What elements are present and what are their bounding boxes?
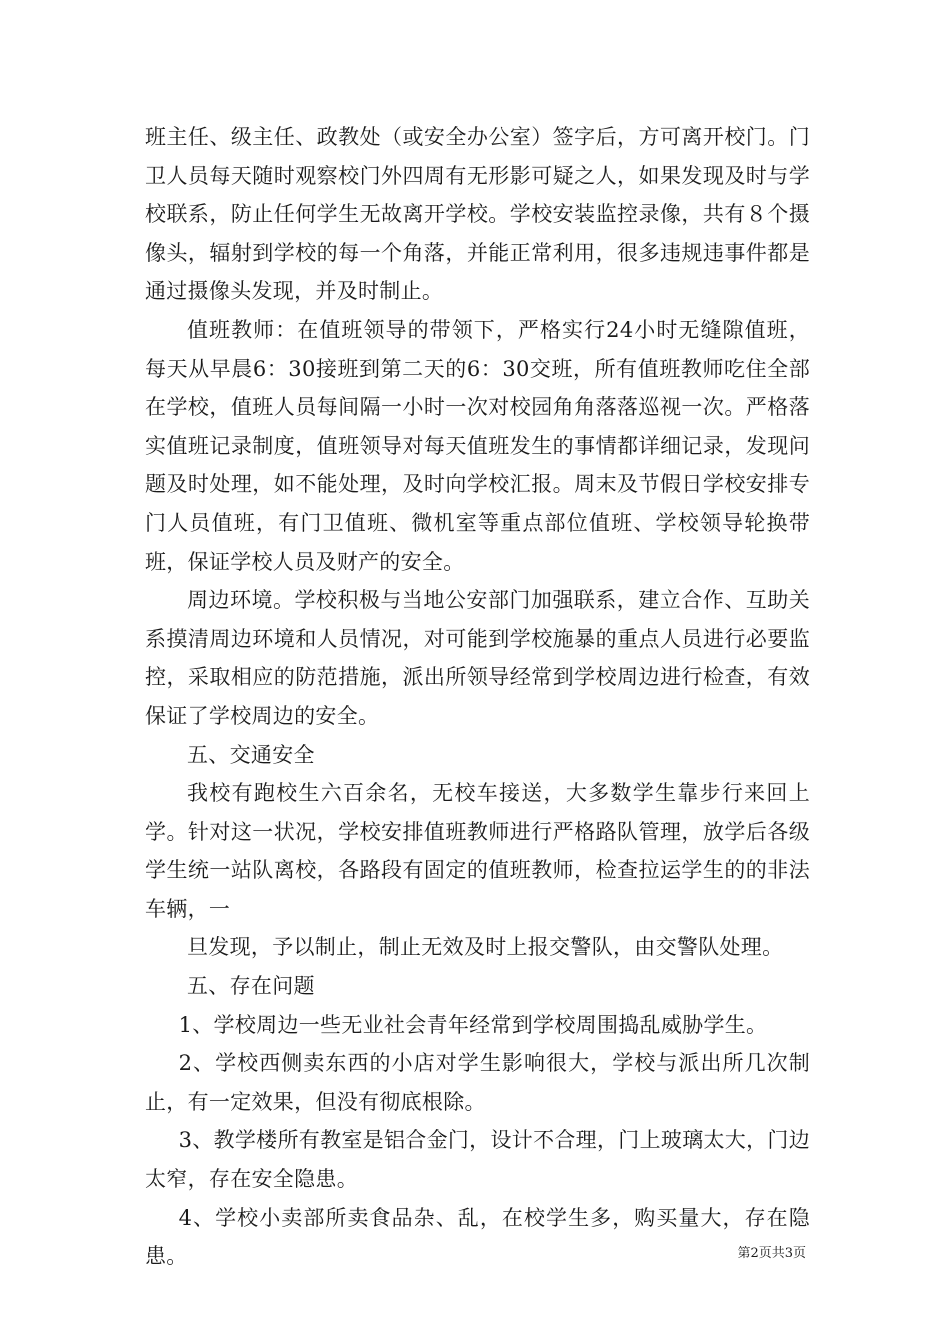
paragraph-surroundings: 周边环境。学校积极与当地公安部门加强联系，建立合作、互助关系摸清周边环境和人员情况，对可能到学校施暴的重点人员进行必要监控，采取相应的防范措施，派出所领导经常到学校周边进行检查，有效保证了学校周边的安全。 [145, 588, 810, 728]
problem-item-3: 3、教学楼所有教室是铝合金门，设计不合理，门上玻璃太大，门边太窄，存在安全隐患。 [145, 1128, 810, 1192]
heading-traffic-safety: 五、交通安全 [187, 742, 315, 767]
problem-item-1: 1、学校周边一些无业社会青年经常到学校周围捣乱威胁学生。 [178, 1012, 768, 1037]
problem-item-4: 4、学校小卖部所卖食品杂、乱，在校学生多，购买量大，存在隐患。 [145, 1205, 810, 1269]
paragraph-duty-teachers: 值班教师：在值班领导的带领下，严格实行24小时无缝隙值班，每天从早晨6：30接班到第二天的6：30交班，所有值班教师吃住全部在学校，值班人员每间隔一小时一次对校园角角落落巡视一次。严格落实值班记录制度，值班领导对每天值班发生的事情都详细记录，发现问题及时处理，如不能处理，及时向学校汇报。周末及节假日学校安排专门人员值班，有门卫值班、微机室等重点部位值班、学校领导轮换带班，保证学校人员及财产的安全。 [145, 317, 810, 574]
paragraph-gatekeeping: 班主任、级主任、政教处（或安全办公室）签字后，方可离开校门。门卫人员每天随时观察校门外四周有无形影可疑之人，如果发现及时与学校联系，防止任何学生无故离开学校。学校安装监控录像，共有８个摄像头，辐射到学校的每一个角落，并能正常利用，很多违规违事件都是通过摄像头发现，并及时制止。 [145, 125, 810, 304]
paragraph-traffic-handling: 旦发现，予以制止，制止无效及时上报交警队，由交警队处理。 [187, 935, 784, 960]
document-body [145, 118, 810, 1276]
problem-item-2: 2、学校西侧卖东西的小店对学生影响很大，学校与派出所几次制止，有一定效果，但没有彻底根除。 [145, 1051, 810, 1114]
page-number: 第2页共3页 [737, 1246, 806, 1261]
heading-existing-problems: 五、存在问题 [187, 974, 315, 999]
paragraph-commuting-students: 我校有跑校生六百余名，无校车接送，大多数学生靠步行来回上学。针对这一状况，学校安排值班教师进行严格路队管理，放学后各级学生统一站队离校，各路段有固定的值班教师，检查拉运学生的的非法车辆，一 [145, 781, 810, 921]
